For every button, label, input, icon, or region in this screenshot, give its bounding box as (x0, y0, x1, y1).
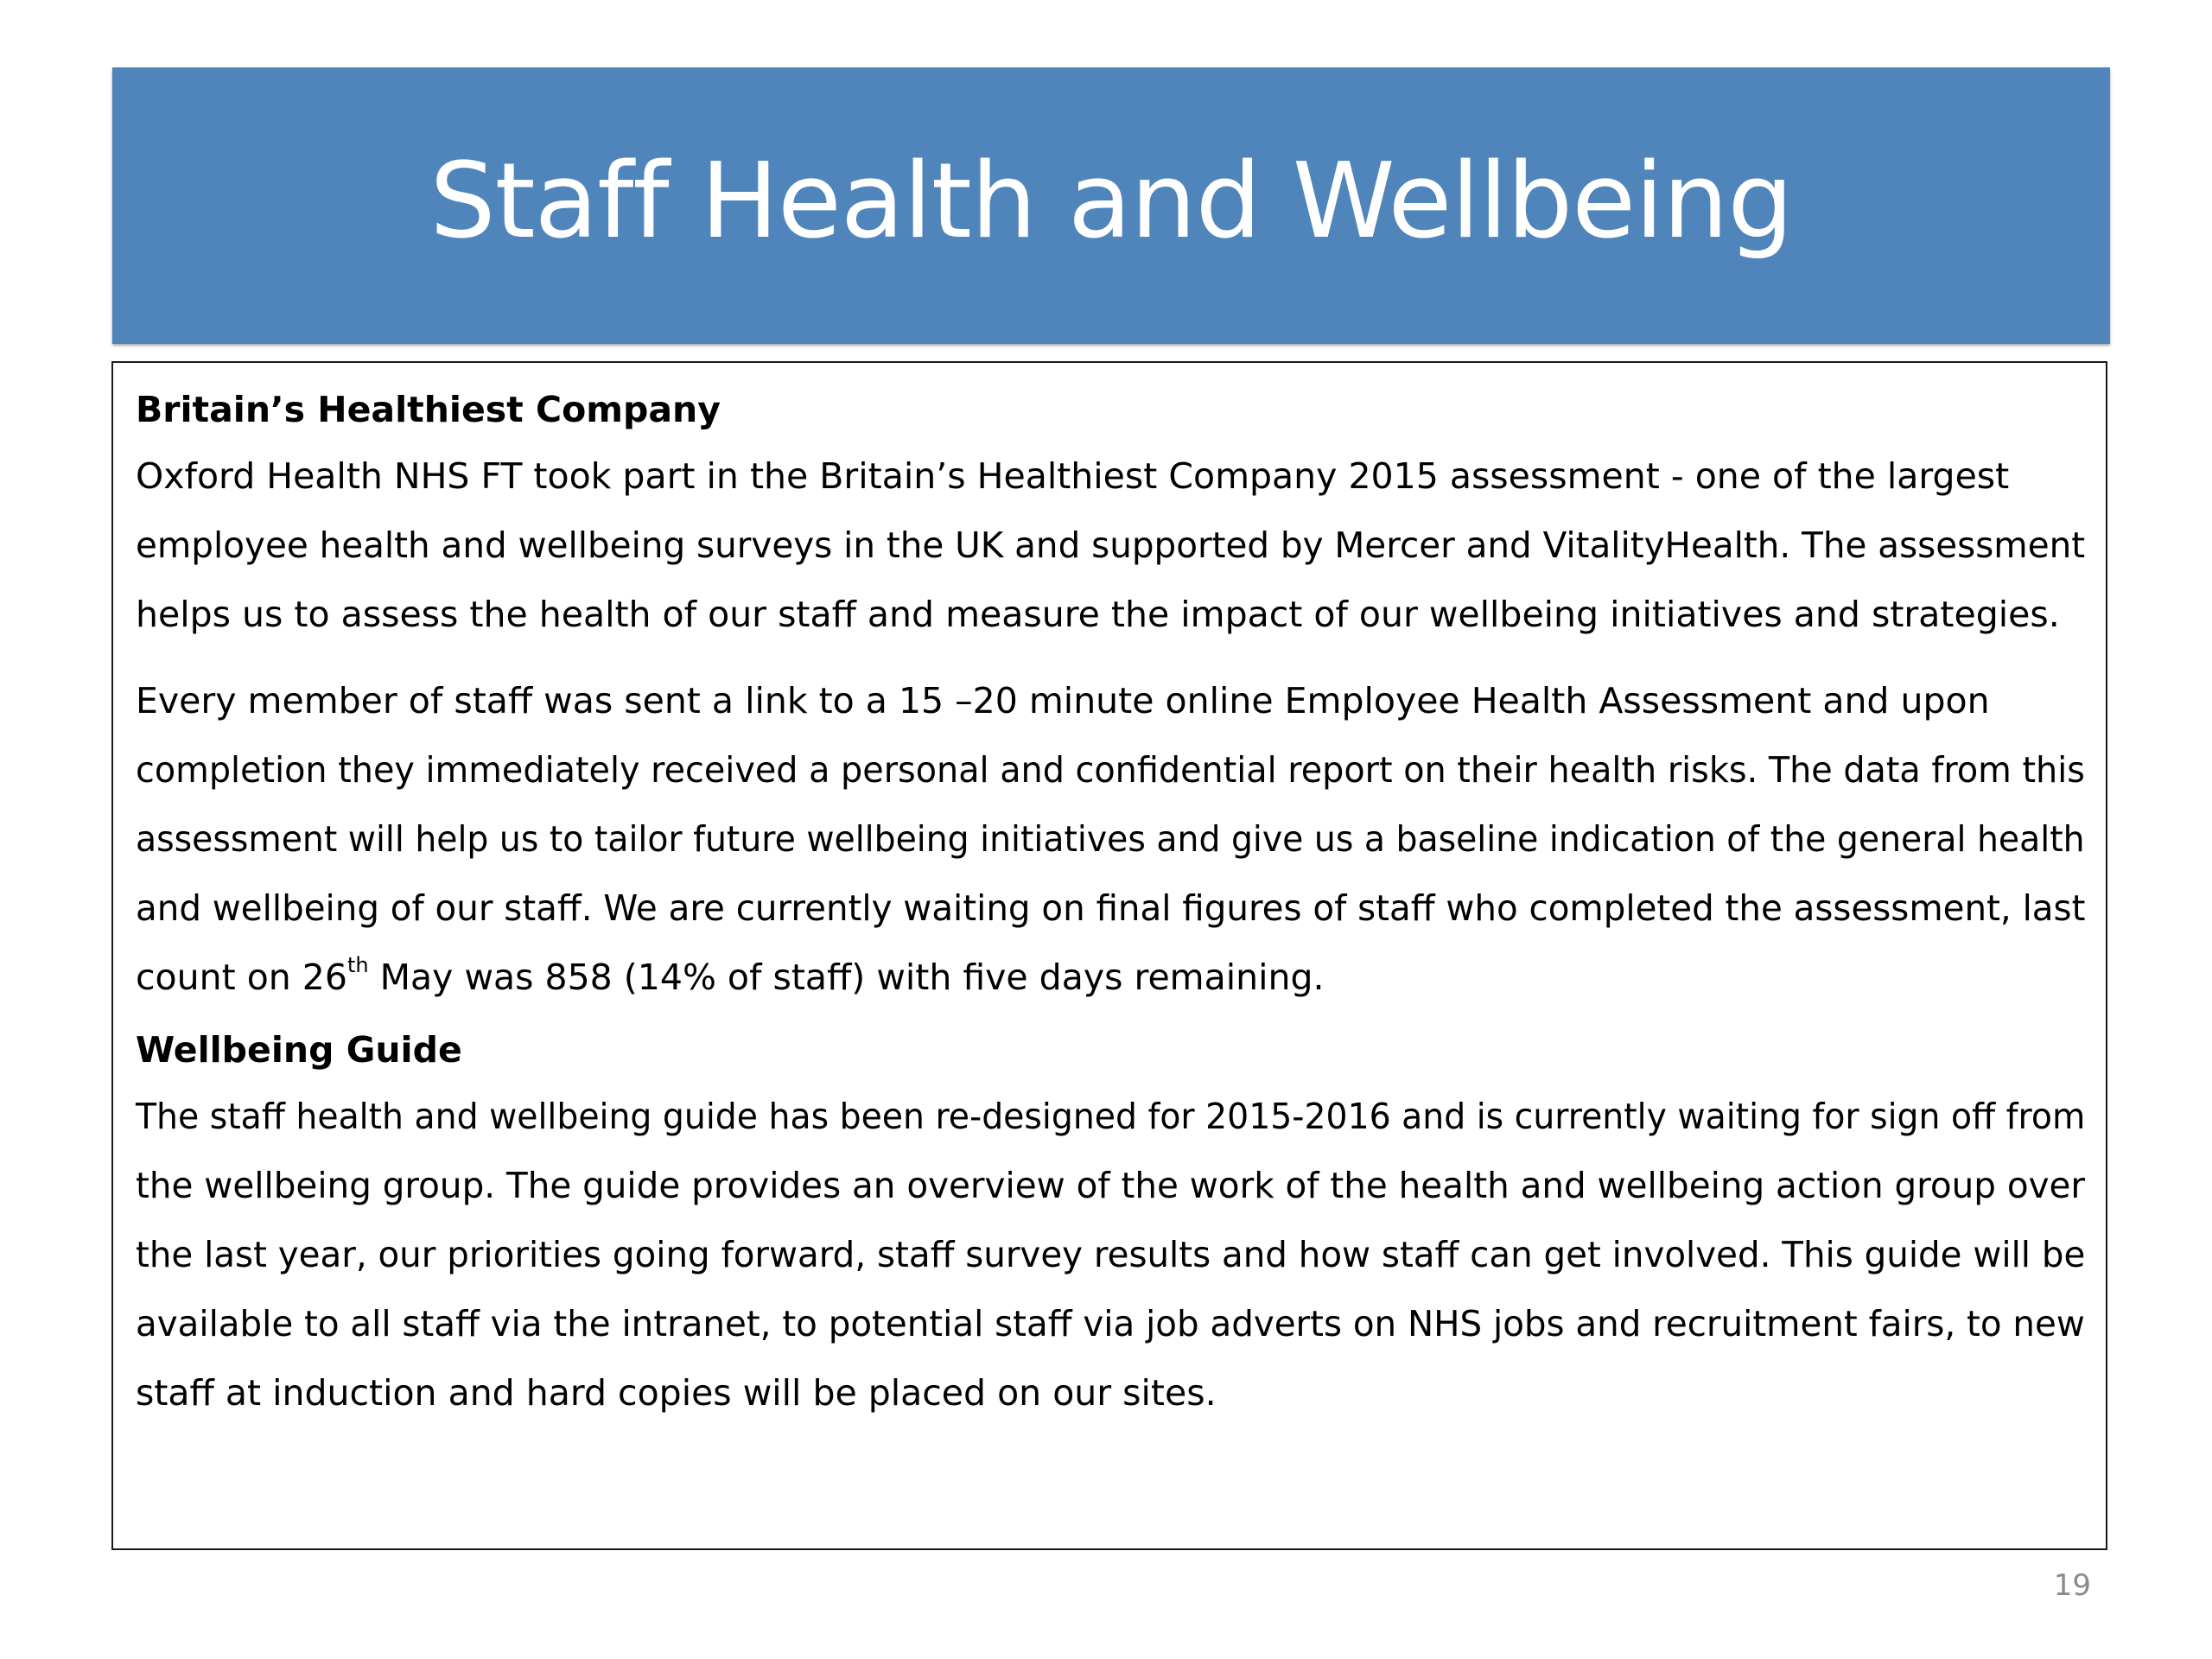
slide-title: Staff Health and Wellbeing (429, 141, 1793, 262)
title-banner (112, 67, 2110, 344)
section-heading-healthiest-company: Britain’s Healthiest Company (136, 389, 721, 430)
text-line: and wellbeing of our staff. We are currently waiting on final figures of staff who completed the assessment, last (136, 887, 2086, 930)
text-line: Oxford Health NHS FT took part in the Britain’s Healthiest Company 2015 assessment - one of the largest (136, 455, 2010, 498)
text-line: employee health and wellbeing surveys in the UK and supported by Mercer and VitalityHealth. The assessment (136, 524, 2086, 567)
section-heading-wellbeing-guide: Wellbeing Guide (136, 1029, 462, 1071)
text-line: staff at induction and hard copies will be placed on our sites. (136, 1372, 1217, 1414)
paragraph-assessment-details (136, 666, 2085, 1012)
text-fragment: May was 858 (14% of staff) with five days remaining. (368, 957, 1325, 999)
text-line: completion they immediately received a personal and confidential report on their health risks. The data from this (136, 749, 2085, 791)
text-line: the last year, our priorities going forward, staff survey results and how staff can get involved. This guide will be (136, 1234, 2086, 1276)
text-line: assessment will help us to tailor future wellbeing initiatives and give us a baseline indication of the general health (136, 818, 2085, 861)
text-fragment: count on 26 (136, 957, 347, 999)
text-line-last (136, 943, 1325, 1012)
page-number: 19 (2053, 1568, 2091, 1603)
ordinal-suffix: th (346, 953, 369, 978)
text-line: helps us to assess the health of our staff and measure the impact of our wellbeing initiatives and strategies. (136, 594, 2060, 636)
text-line: available to all staff via the intranet, to potential staff via job adverts on NHS jobs and recruitment fairs, to new (136, 1303, 2085, 1345)
text-line: Every member of staff was sent a link to a 15 –20 minute online Employee Health Assessment and upon (136, 680, 1990, 722)
text-line: The staff health and wellbeing guide has been re-designed for 2015-2016 and is currently waiting for sign off from (136, 1096, 2086, 1138)
paragraph-wellbeing-guide (136, 1082, 2085, 1427)
text-line: the wellbeing group. The guide provides an overview of the work of the health and wellbeing action group over (136, 1165, 2086, 1207)
content-box (111, 361, 2107, 1550)
paragraph-assessment-intro (136, 442, 2085, 649)
